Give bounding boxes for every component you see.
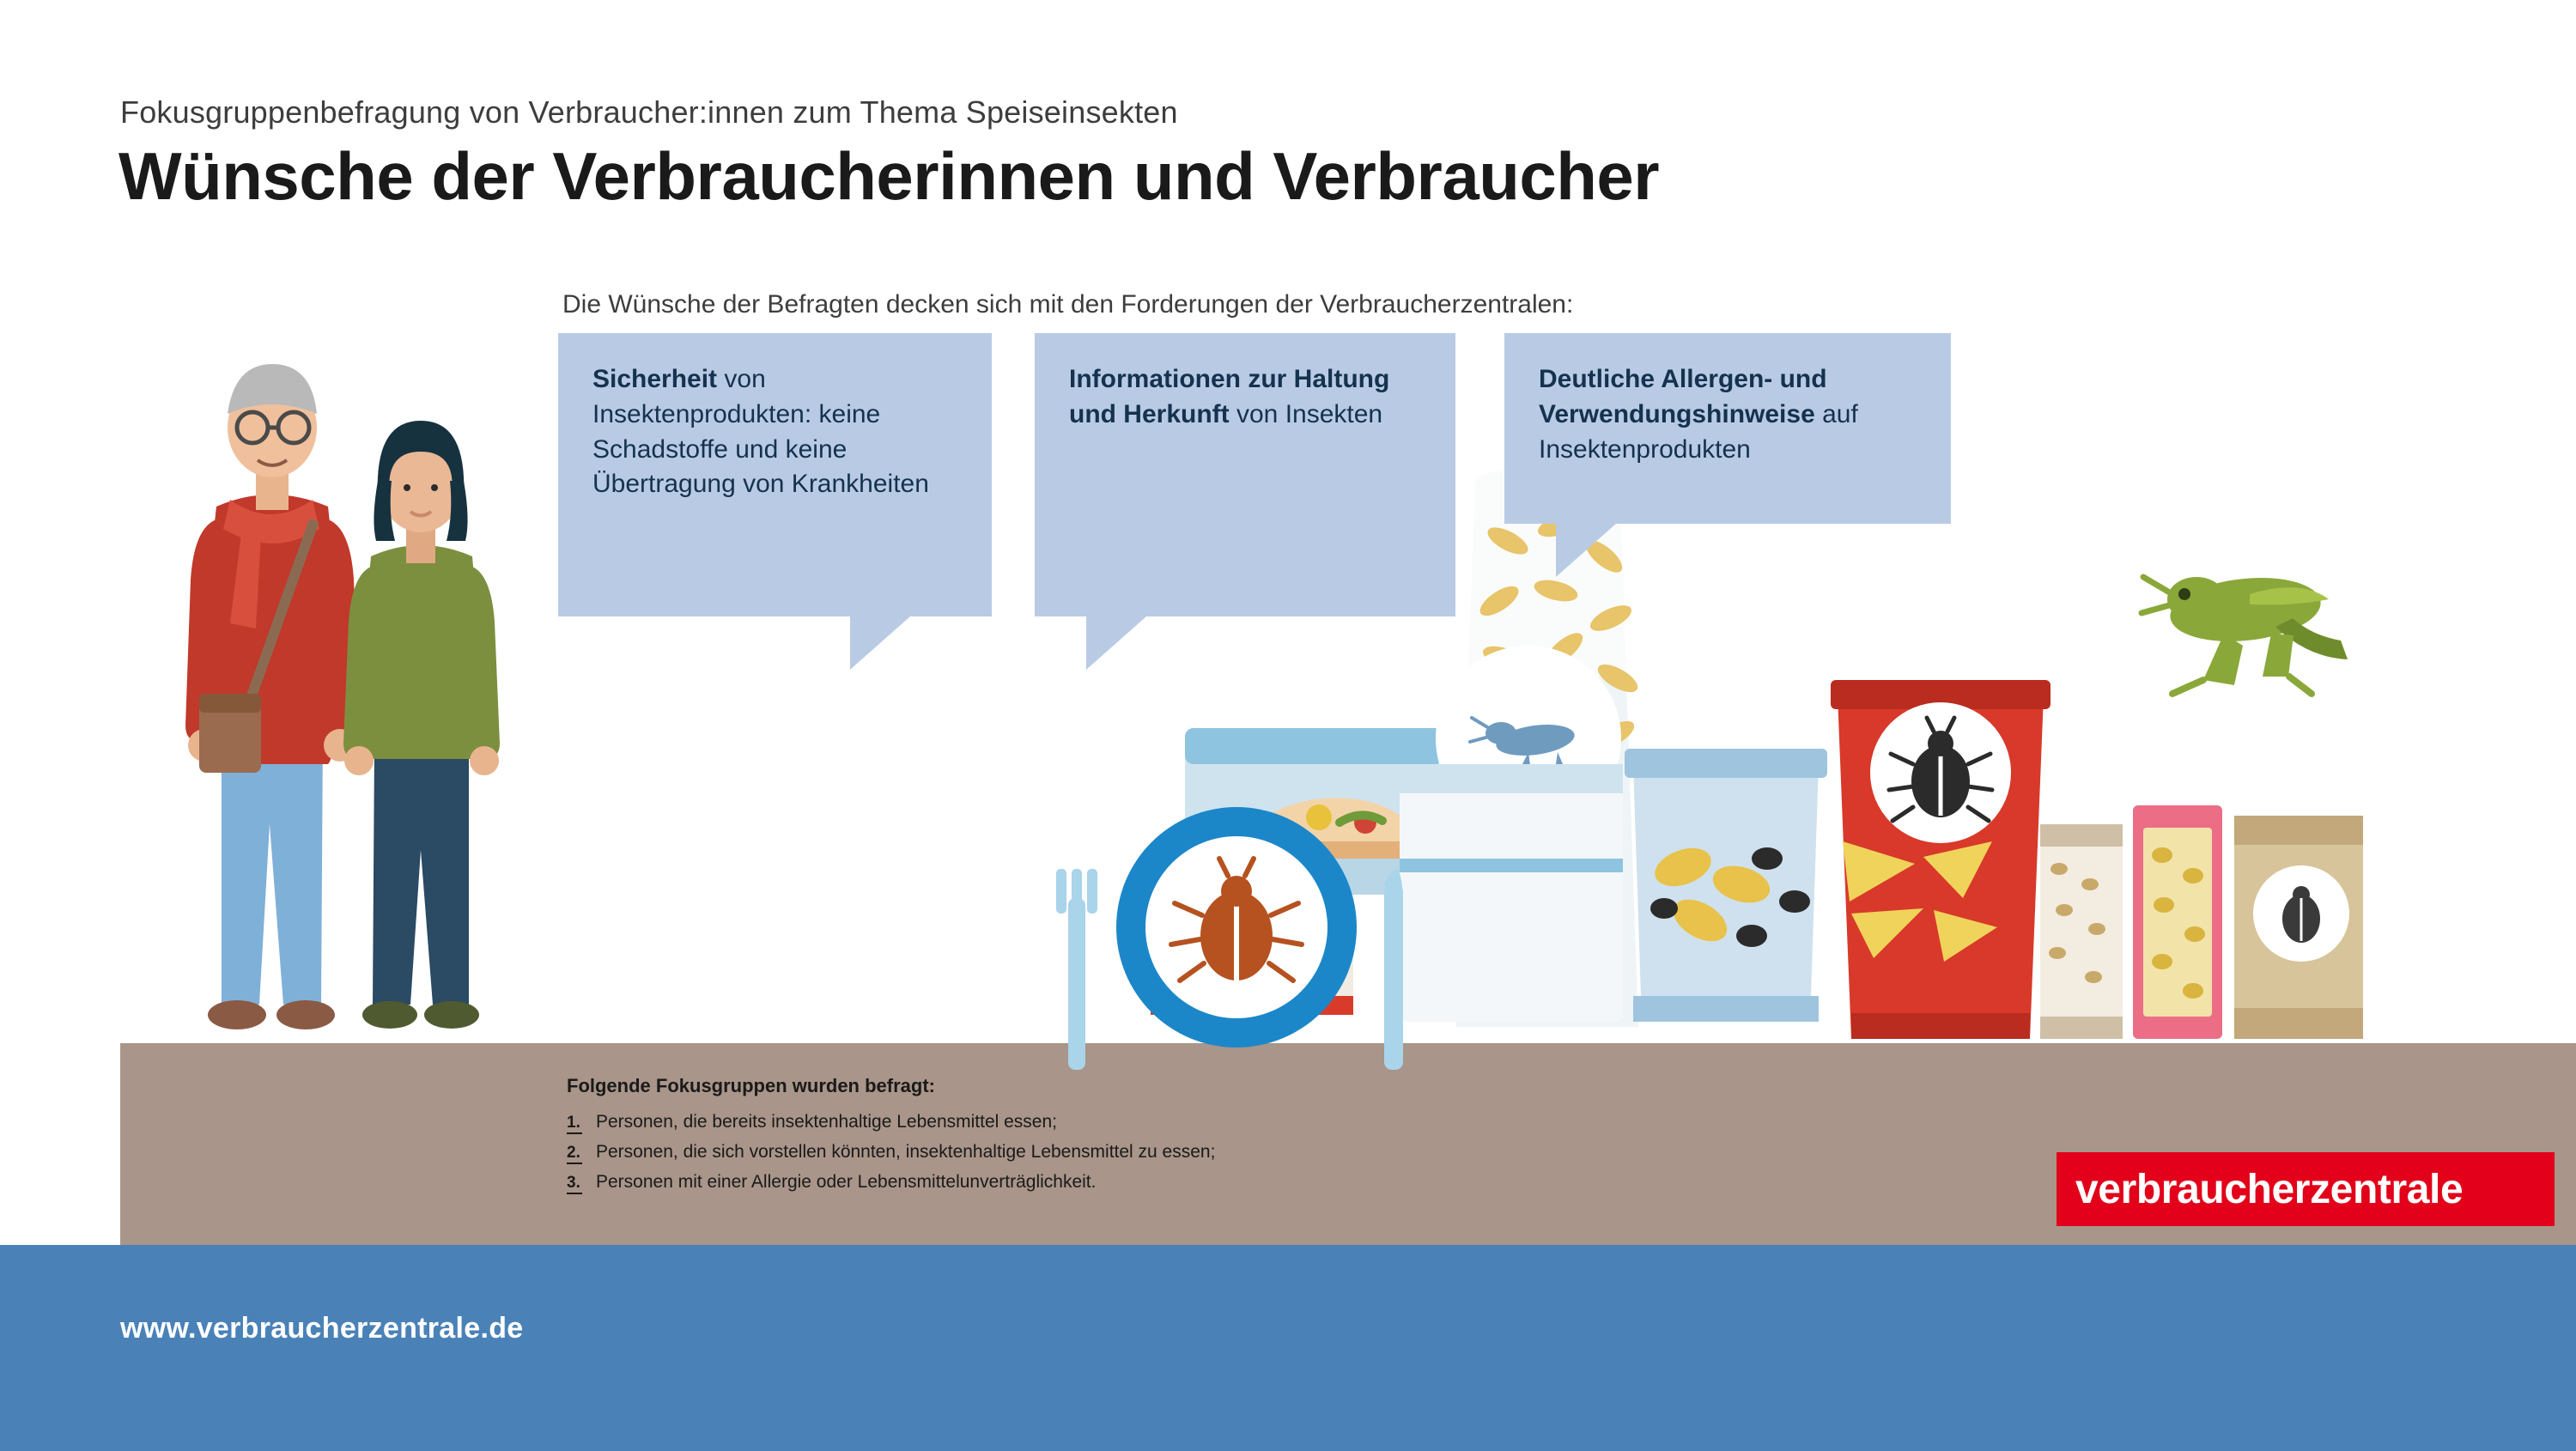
nut-bar <box>2133 805 2222 1039</box>
man-figure <box>185 364 359 1029</box>
list-item-number: 2. <box>567 1144 596 1164</box>
bubble-allergene <box>1504 333 1951 524</box>
right-snack-box <box>2234 816 2363 1039</box>
list-item <box>567 1112 1511 1132</box>
verbraucherzentrale-logo <box>2057 1152 2555 1226</box>
footer-bar <box>0 1245 2576 1451</box>
intro-text: Die Wünsche der Befragten decken sich mit den Forderungen der Verbraucherzentralen: <box>562 290 1574 319</box>
bubble-3-tail <box>1556 524 1616 577</box>
bubble-3-text: auf Insektenprodukten <box>1539 399 1858 464</box>
bubble-1-tail <box>850 616 910 670</box>
focus-groups-list <box>567 1112 1511 1202</box>
list-item <box>567 1142 1511 1163</box>
grasshopper-illustration <box>2142 571 2348 694</box>
bubble-informationen <box>1035 333 1455 616</box>
tray-box <box>1400 764 1623 1022</box>
bubble-1-bold: Sicherheit <box>592 365 718 393</box>
logo-text: verbraucherzentrale <box>2075 1167 2464 1212</box>
list-item-label: Personen, die bereits insektenhaltige Lebensmittel essen; <box>596 1112 1057 1132</box>
kicker-text: Fokusgruppenbefragung von Verbraucher:innen zum Thema Speiseinsekten <box>120 94 1178 130</box>
bubble-2-text: von Insekten <box>1229 399 1383 428</box>
list-item-number: 3. <box>567 1174 596 1194</box>
list-item <box>567 1172 1511 1193</box>
page-title: Wünsche der Verbraucherinnen und Verbraucher <box>118 138 1660 214</box>
cereal-bar <box>2040 824 2123 1039</box>
bubble-2-tail <box>1086 616 1146 670</box>
woman-figure <box>343 421 500 1029</box>
people-illustration <box>163 283 610 1073</box>
focus-groups-title: Folgende Fokusgruppen wurden befragt: <box>567 1075 935 1096</box>
bubble-1-text: von Insektenprodukten: keine Schadstoffe und keine Übertragung von Krankheiten <box>592 365 929 499</box>
snack-bag-with-insects <box>1625 749 1827 1022</box>
list-item-number: 1. <box>567 1114 596 1134</box>
list-item-label: Personen, die sich vorstellen könnten, insektenhaltige Lebensmittel zu essen; <box>596 1142 1216 1162</box>
list-item-label: Personen mit einer Allergie oder Lebensmittelunverträglichkeit. <box>596 1172 1097 1192</box>
chips-bag-red-with-beetle-label <box>1831 680 2050 1039</box>
bubble-2-bold: Informationen zur Haltung und Herkunft <box>1069 365 1390 428</box>
bubble-sicherheit <box>558 333 992 616</box>
fork-icon <box>1056 869 1097 1070</box>
website-url[interactable]: www.verbraucherzentrale.de <box>120 1312 524 1345</box>
knife-icon <box>1384 870 1403 1070</box>
bubble-3-bold: Deutliche Allergen- und Verwendungshinweise <box>1539 365 1827 428</box>
